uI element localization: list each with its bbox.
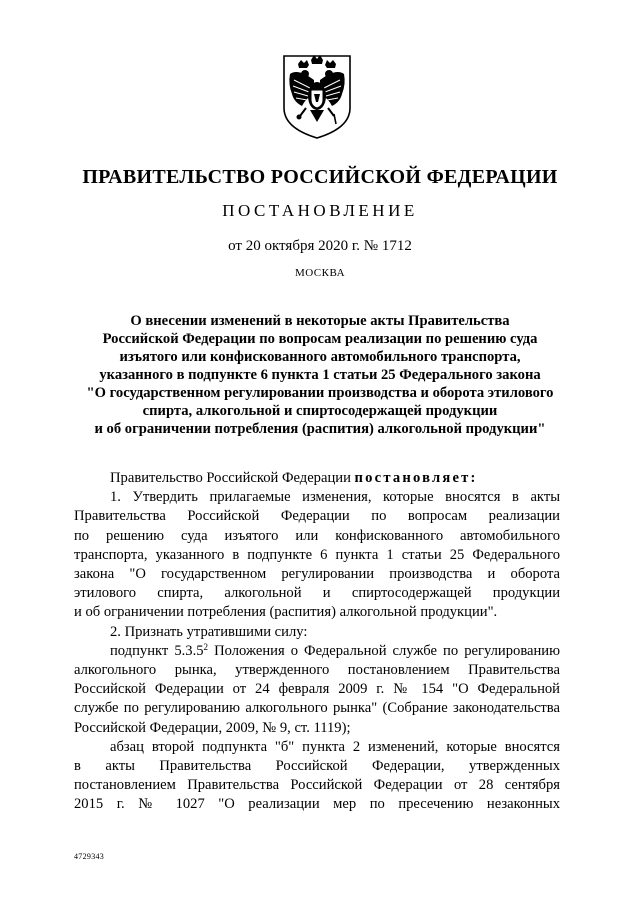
paragraph-1-line: и об ограничении потребления (распития) алкогольной продукции". xyxy=(74,604,498,621)
paragraph-3-line: Российской Федерации, 2009, № 9, ст. 1119); xyxy=(74,719,351,736)
government-title: ПРАВИТЕЛЬСТВО РОССИЙСКОЙ ФЕДЕРАЦИИ xyxy=(82,166,558,188)
paragraph-3-first-line xyxy=(74,642,560,661)
paragraph-1-line: транспорта, указанного в подпункте 6 пункта 1 статьи 25 Федерального xyxy=(74,546,560,563)
heading-line: спирта, алкогольной и спиртосодержащей продукции xyxy=(142,403,498,419)
paragraph-1-line: этилового спирта, алкогольной и спиртосодержащей продукции xyxy=(74,585,560,602)
paragraph-4-line: абзац второй подпункта "б" пункта 2 изменений, которые вносятся xyxy=(110,738,560,755)
paragraph-4-line: постановлением Правительства Российской Федерации от 28 сентября xyxy=(74,777,560,794)
subclause-ref: подпункт 5.3.5 xyxy=(110,642,204,659)
heading-line: "О государственном регулировании производства и оборота этилового xyxy=(86,385,554,401)
paragraph-3-line: Российской Федерации от 24 февраля 2009 г. № 154 "О Федеральной xyxy=(74,681,560,698)
heading-line: О внесении изменений в некоторые акты Правительства xyxy=(130,313,510,329)
paragraph-1-line: 1. Утвердить прилагаемые изменения, которые вносятся в акты xyxy=(110,489,560,506)
paragraph-4-line: в акты Правительства Российской Федерации, утвержденных xyxy=(74,758,560,775)
intro-text: Правительство Российской Федерации xyxy=(110,470,355,486)
page-code: 4729343 xyxy=(74,852,105,861)
paragraph-1-line: Правительства Российской Федерации по вопросам реализации xyxy=(74,508,560,525)
decree-verb: постановляет: xyxy=(354,470,478,486)
paragraph-2: 2. Признать утратившими силу: xyxy=(110,623,308,640)
paragraph-1-line: по решению суда изъятого или конфискованного автомобильного xyxy=(74,527,560,544)
paragraph-3-line: службе по регулированию алкогольного рынка" (Собрание законодательства xyxy=(74,700,560,717)
document-body xyxy=(74,469,560,815)
document-heading xyxy=(60,312,580,438)
intro-paragraph xyxy=(74,469,560,488)
document-date-number: от 20 октября 2020 г. № 1712 xyxy=(228,238,412,254)
paragraph-3-line: алкогольного рынка, утвержденного постановлением Правительства xyxy=(74,662,560,679)
document-city: МОСКВА xyxy=(294,267,346,279)
subclause-text: Положения о Федеральной службе по регулированию xyxy=(208,642,561,659)
heading-line: изъятого или конфискованного автомобильного транспорта, xyxy=(119,349,521,365)
heading-line: указанного в подпункте 6 пункта 1 статьи 25 Федерального закона xyxy=(99,367,541,383)
paragraph-1-line: закона "О государственном регулировании производства и оборота xyxy=(74,566,560,583)
document-type: ПОСТАНОВЛЕНИЕ xyxy=(222,201,418,220)
russian-coat-of-arms-icon xyxy=(276,50,358,140)
heading-line: Российской Федерации по вопросам реализации по решению суда xyxy=(102,331,538,347)
heading-line: и об ограничении потребления (распития) алкогольной продукции" xyxy=(94,421,546,437)
subclause-superscript: 2 xyxy=(203,641,209,652)
paragraph-4-line: 2015 г. № 1027 "О реализации мер по пресечению незаконных xyxy=(74,796,560,813)
